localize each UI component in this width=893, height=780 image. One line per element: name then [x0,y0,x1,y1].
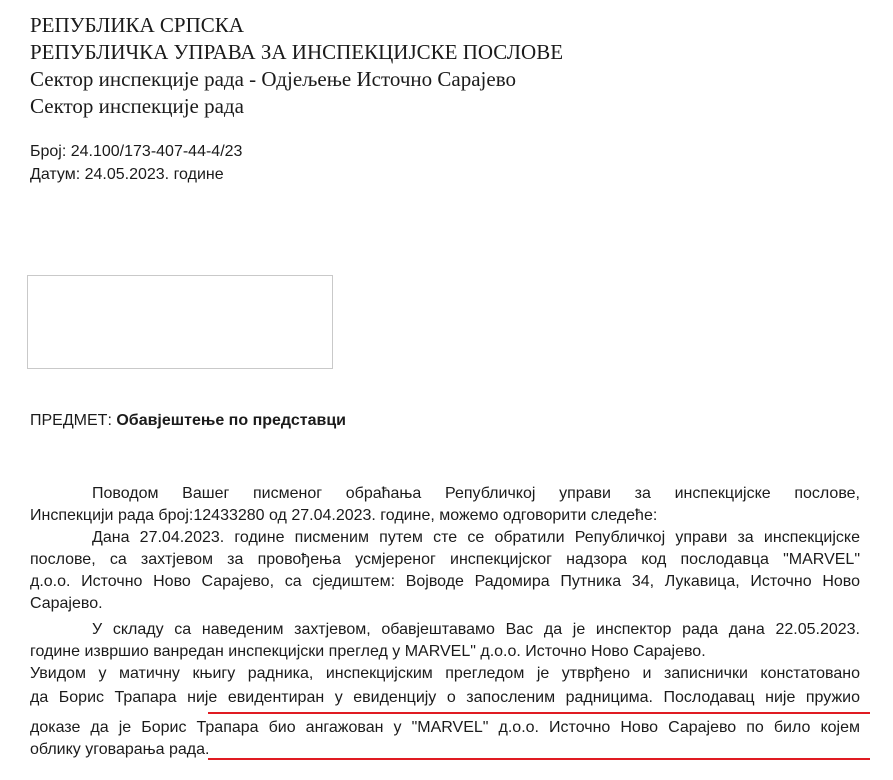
body-line-3: Дана 27.04.2023. године писменим путем сте се обратили Републичкој управи за инспекцијске [92,529,860,546]
body-line-2: Инспекцији рада број:12433280 од 27.04.2023. године, можемо одговорити следеће: [30,507,658,524]
redacted-recipient-box [27,275,333,369]
body-line-10: да Борис Трапара није евидентиран у евиденцију о запосленим радницима. Послодавац није пружио [30,689,860,706]
document-number: Број: 24.100/173-407-44-4/23 [30,143,243,160]
red-highlight-underline [208,712,870,714]
body-line-7: У складу са наведеним захтјевом, обавјештавамо Вас да је инспектор рада дана 22.05.2023. [92,621,860,638]
subject-label: ПРЕДМЕТ: [30,412,112,429]
body-line-1: Поводом Вашег писменог обраћања Републичкој управи за инспекцијске послове, [92,485,860,502]
body-line-8: године извршио ванредан инспекцијски преглед у MARVEL" д.о.о. Источно Ново Сарајево. [30,643,706,660]
header-republic: РЕПУБЛИКА СРПСКА [30,13,244,37]
header-sector: Сектор инспекције рада [30,94,244,118]
header-agency: РЕПУБЛИЧКА УПРАВА ЗА ИНСПЕКЦИЈСКЕ ПОСЛОВЕ [30,40,564,64]
body-line-11: доказе да је Борис Трапара био ангажован у "MARVEL" д.о.о. Источно Ново Сарајево по било којем [30,719,860,736]
body-line-6: Сарајево. [30,595,103,612]
body-line-4: послове, са захтјевом за провођења усмјереног инспекцијског надзора код послодавца "MARVEL" [30,551,860,568]
subject-title: Обавјештење по представци [116,412,346,429]
subject-line [30,412,346,430]
body-line-5: д.о.о. Источно Ново Сарајево, са сједиштем: Војводе Радомира Путника 34, Лукавица, Источно Ново [30,573,860,590]
document-date: Датум: 24.05.2023. године [30,166,224,183]
body-line-9: Увидом у матичну књигу радника, инспекцијским прегледом је утврђено и записнички констатовано [30,665,860,682]
header-department: Сектор инспекције рада - Одјељење Источно Сарајево [30,67,516,91]
red-highlight-underline [208,758,870,760]
body-line-12: облику уговарања рада. [30,741,210,758]
